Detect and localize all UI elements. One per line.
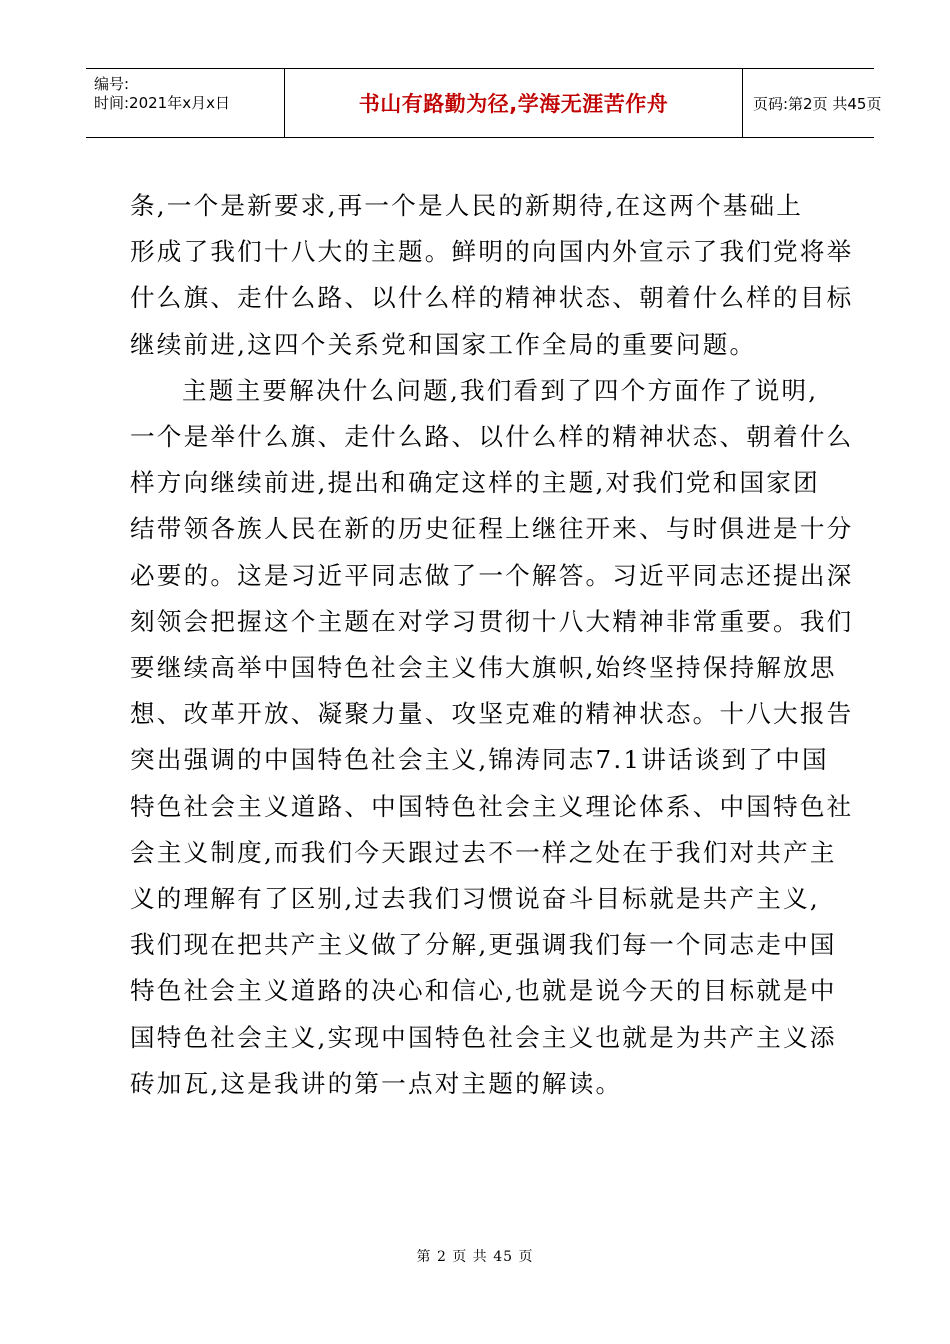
document-header	[86, 68, 882, 138]
body-line: 特色社会主义道路、中国特色社会主义理论体系、中国特色社	[130, 791, 854, 821]
body-line: 突出强调的中国特色社会主义,锦涛同志7.1讲话谈到了中国	[130, 745, 829, 775]
body-line: 特色社会主义道路的决心和信心,也就是说今天的目标就是中	[130, 976, 837, 1006]
body-line: 国特色社会主义,实现中国特色社会主义也就是为共产主义添	[130, 1022, 837, 1052]
body-line: 形成了我们十八大的主题。鲜明的向国内外宣示了我们党将举	[130, 237, 854, 267]
body-line: 刻领会把握这个主题在对学习贯彻十八大精神非常重要。我们	[130, 606, 854, 636]
header-meta-cell	[86, 69, 284, 137]
body-line: 我们现在把共产主义做了分解,更强调我们每一个同志走中国	[130, 930, 837, 960]
body-line: 样方向继续前进,提出和确定这样的主题,对我们党和国家团	[130, 468, 820, 498]
document-body	[130, 183, 854, 1107]
body-line: 什么旗、走什么路、以什么样的精神状态、朝着什么样的目标	[130, 283, 854, 313]
paragraph-start-line: 主题主要解决什么问题,我们看到了四个方面作了说明,	[182, 375, 819, 405]
document-time-label: 时间:2021年x月x日	[94, 94, 230, 112]
body-line: 必要的。这是习近平同志做了一个解答。习近平同志还提出深	[130, 560, 854, 590]
body-line: 想、改革开放、凝聚力量、攻坚克难的精神状态。十八大报告	[130, 699, 854, 729]
header-motto: 书山有路勤为径,学海无涯苦作舟	[358, 92, 669, 116]
body-line: 继续前进,这四个关系党和国家工作全局的重要问题。	[130, 329, 757, 359]
body-line: 要继续高举中国特色社会主义伟大旗帜,始终坚持保持解放思	[130, 653, 837, 683]
body-line: 一个是举什么旗、走什么路、以什么样的精神状态、朝着什么	[130, 422, 854, 452]
body-line: 结带领各族人民在新的历史征程上继往开来、与时俱进是十分	[130, 514, 854, 544]
body-line: 义的理解有了区别,过去我们习惯说奋斗目标就是共产主义,	[130, 884, 820, 914]
body-line: 砖加瓦,这是我讲的第一点对主题的解读。	[130, 1068, 623, 1098]
page-footer: 第 2 页 共 45 页	[416, 1249, 534, 1265]
header-page-label: 页码:第2页 共45页	[753, 94, 882, 113]
document-number-label: 编号:	[94, 75, 130, 93]
body-line: 条,一个是新要求,再一个是人民的新期待,在这两个基础上	[130, 191, 804, 220]
body-line: 会主义制度,而我们今天跟过去不一样之处在于我们对共产主	[130, 837, 837, 867]
